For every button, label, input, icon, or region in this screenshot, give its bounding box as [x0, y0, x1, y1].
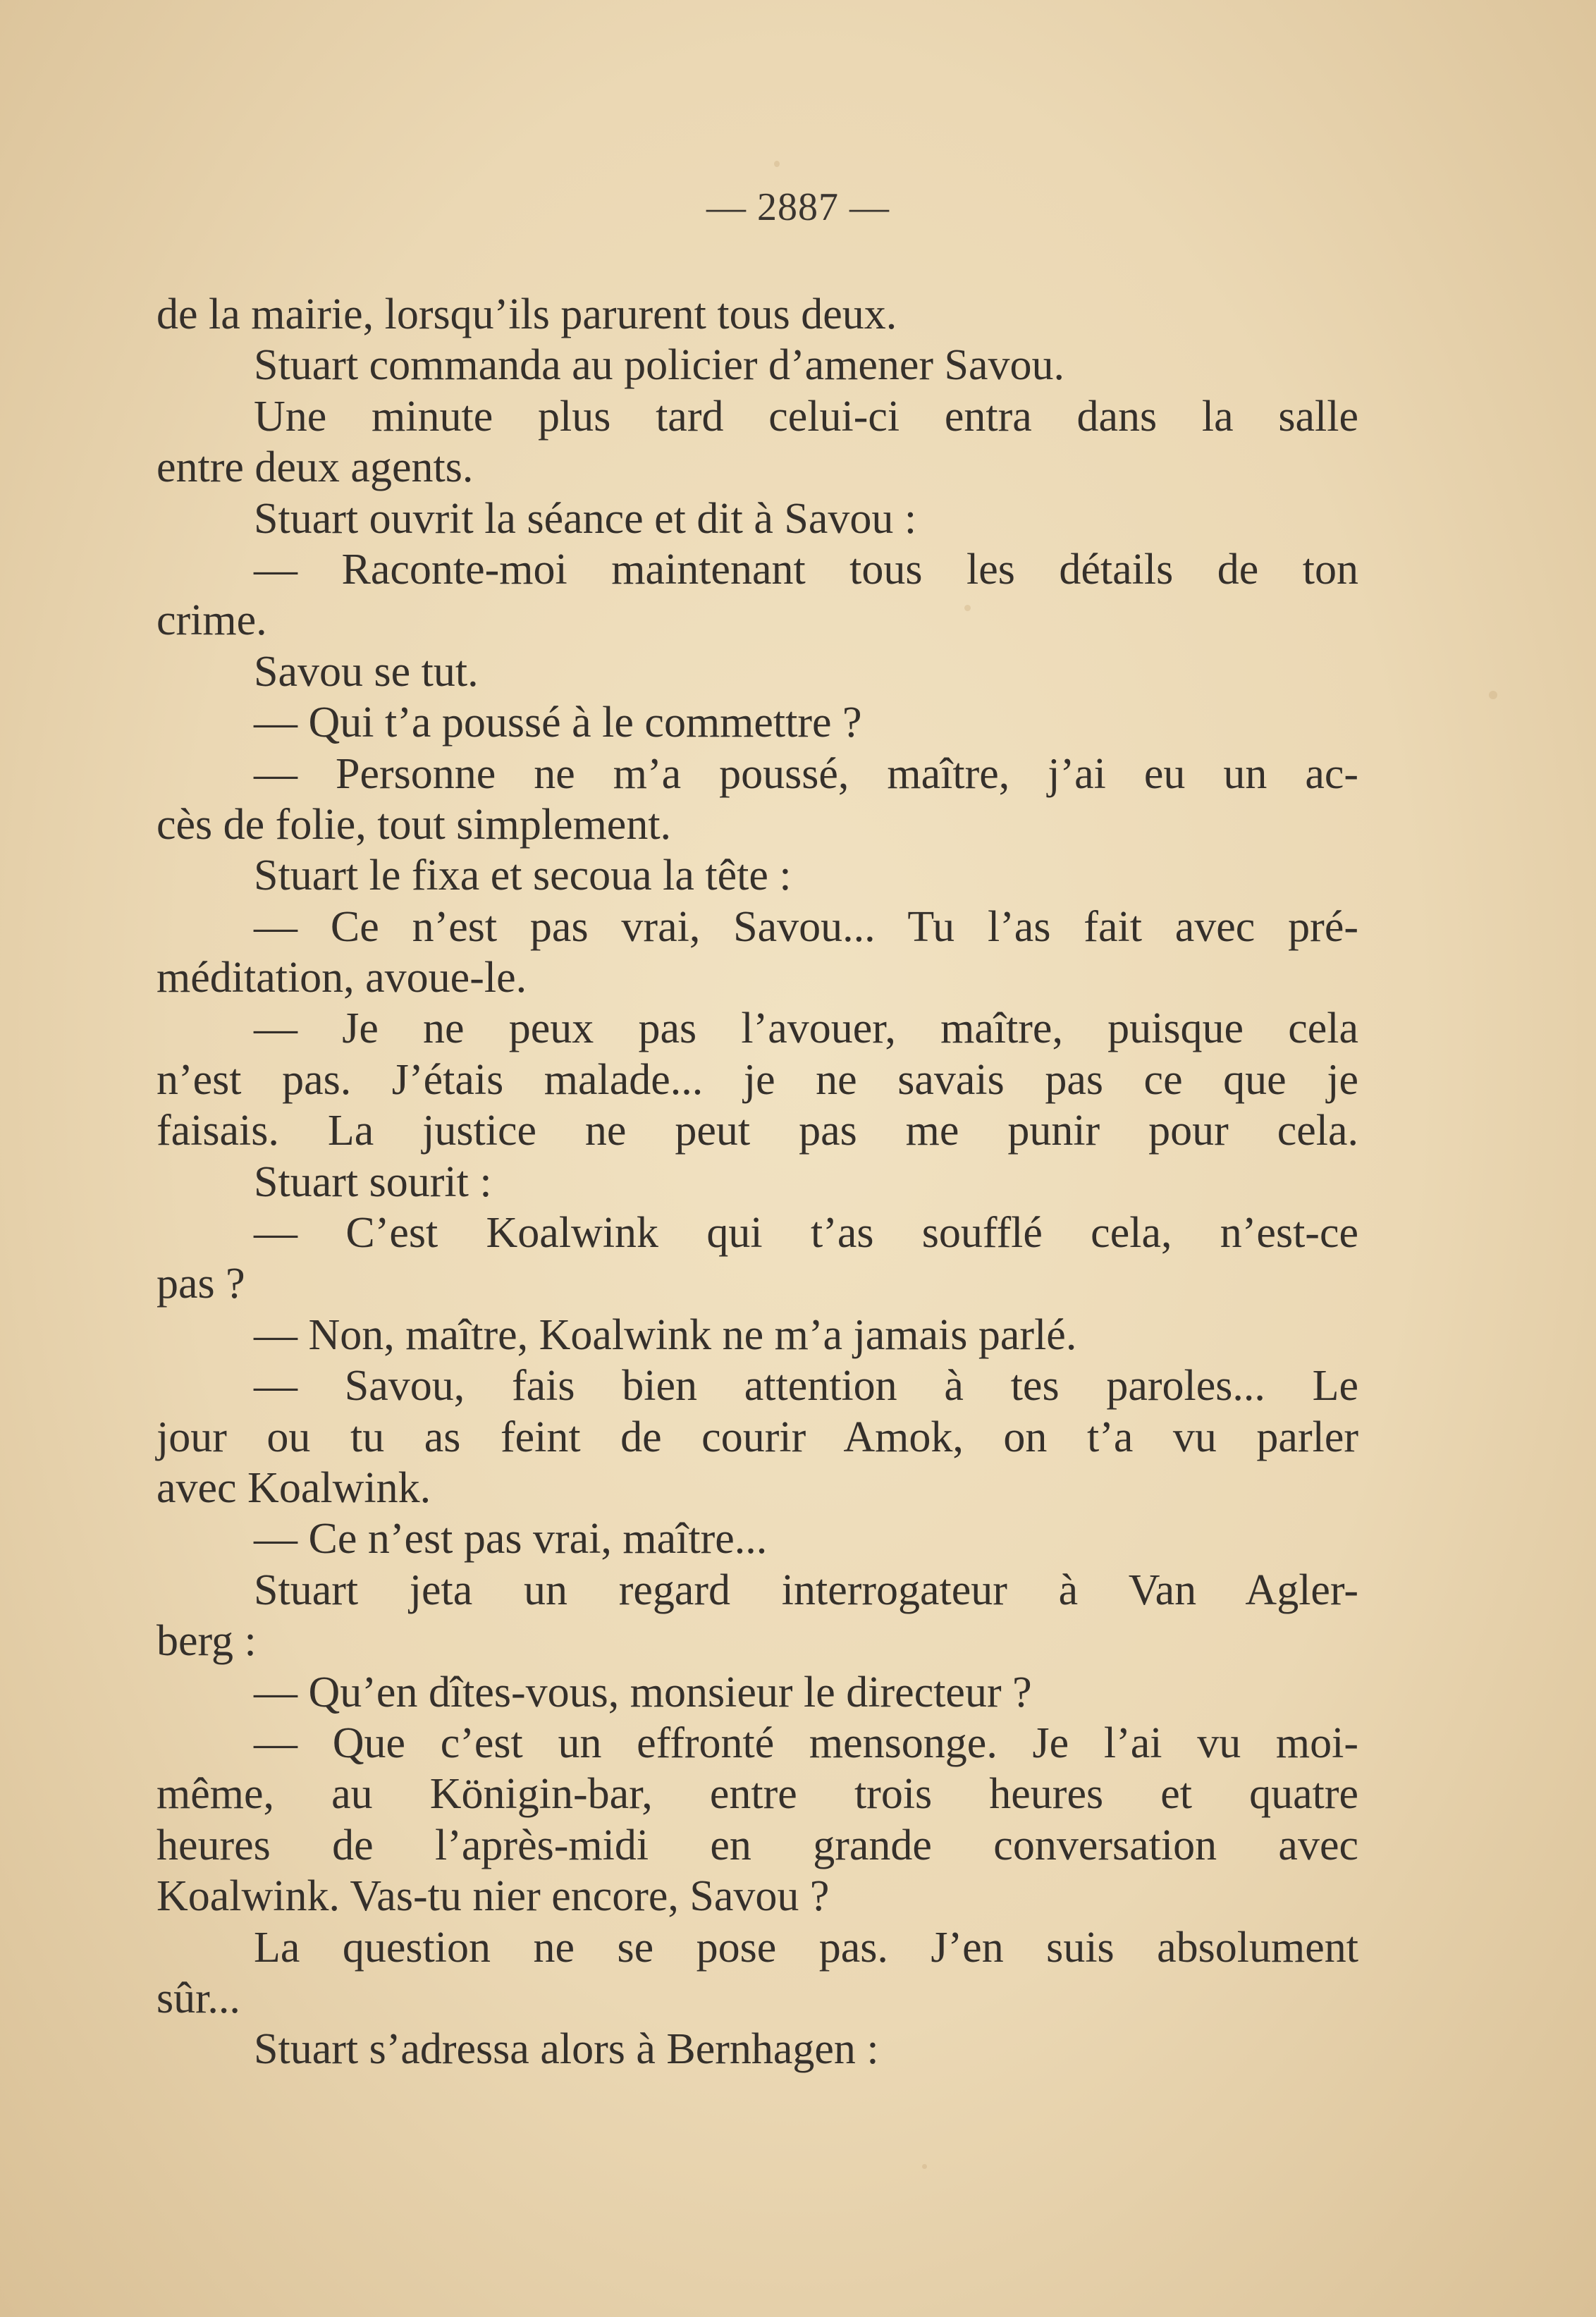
text-line: Savou se tut. [254, 647, 479, 696]
text-line: entre deux agents. [156, 443, 474, 492]
text-line: jour ou tu as feint de courir Amok, on t’a vu parler [156, 1413, 1358, 1461]
text-line: — Ce n’est pas vrai, Savou... Tu l’as fait avec pré- [254, 902, 1358, 951]
text-line: — Qui t’a poussé à le commettre ? [254, 699, 862, 747]
paper-speck [922, 2164, 927, 2169]
text-line: — Savou, fais bien attention à tes paroles... Le [254, 1362, 1358, 1411]
text-line: — Qu’en dîtes-vous, monsieur le directeur ? [254, 1668, 1032, 1716]
text-line: Stuart ouvrit la séance et dit à Savou : [254, 494, 917, 543]
text-line: Stuart sourit : [254, 1157, 492, 1206]
text-line: — Que c’est un effronté mensonge. Je l’ai vu moi- [254, 1719, 1358, 1767]
text-line: cès de folie, tout simplement. [156, 800, 672, 849]
text-line: avec Koalwink. [156, 1463, 431, 1512]
paper-speck [1489, 691, 1497, 699]
text-line: — Personne ne m’a poussé, maître, j’ai eu un ac- [254, 749, 1358, 798]
text-line: Stuart jeta un regard interrogateur à Van Agler- [254, 1566, 1358, 1614]
text-line: pas ? [156, 1260, 245, 1308]
text-line: Une minute plus tard celui-ci entra dans la salle [254, 392, 1358, 441]
text-line: Stuart commanda au policier d’amener Savou. [254, 341, 1065, 390]
paper-speck [774, 161, 780, 167]
text-line: heures de l’après-midi en grande conversation avec [156, 1821, 1358, 1869]
text-line: La question ne se pose pas. J’en suis absolument [254, 1923, 1358, 1972]
text-line: crime. [156, 596, 267, 645]
text-line: — Non, maître, Koalwink ne m’a jamais parlé. [254, 1310, 1077, 1359]
text-line: Stuart s’adressa alors à Bernhagen : [254, 2025, 879, 2074]
text-line: Koalwink. Vas-tu nier encore, Savou ? [156, 1872, 830, 1921]
text-line: — Ce n’est pas vrai, maître... [254, 1515, 768, 1563]
text-line: faisais. La justice ne peut pas me punir pour cela. [156, 1107, 1358, 1155]
text-line: Stuart le fixa et secoua la tête : [254, 852, 792, 900]
text-line: même, au Königin-bar, entre trois heures et quatre [156, 1770, 1358, 1819]
text-line: de la mairie, lorsqu’ils parurent tous deux. [156, 290, 897, 338]
text-line: — Raconte-moi maintenant tous les détails de ton [254, 545, 1358, 594]
text-line: — Je ne peux pas l’avouer, maître, puisque cela [254, 1004, 1358, 1053]
body-text [156, 289, 1358, 2075]
page-number: — 2887 — [706, 185, 890, 229]
text-line: berg : [156, 1617, 257, 1666]
text-line: n’est pas. J’étais malade... je ne savais pas ce que je [156, 1055, 1358, 1104]
text-line: sûr... [156, 1974, 240, 2022]
text-line: — C’est Koalwink qui t’as soufflé cela, n’est-ce [254, 1209, 1358, 1258]
text-line: méditation, avoue-le. [156, 954, 527, 1002]
